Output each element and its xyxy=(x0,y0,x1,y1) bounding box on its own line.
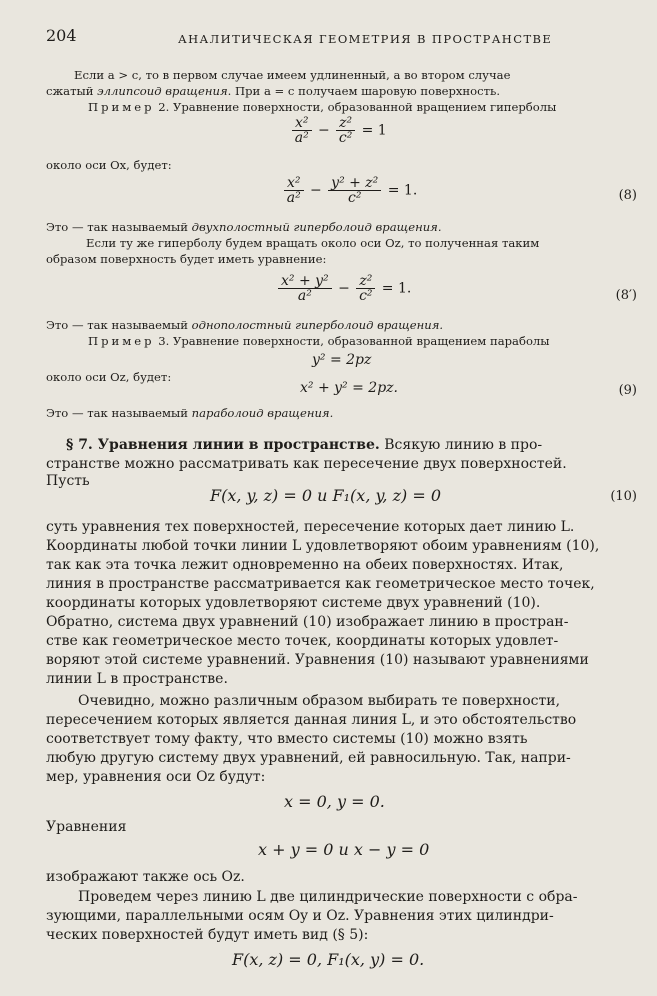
body-line: ческих поверхностей будут иметь вид (§ 5): xyxy=(46,927,369,943)
text-line: около оси Ox, будет: xyxy=(46,158,172,172)
equation-8-prime: $\frac{\text{x² + y²}}{\text{a²}}$ − $\frac{\text{z²}}{\text{c²}}$ = 1. xyxy=(276,274,411,303)
body-line: линия в пространстве рассматривается как геометрическое место точек, xyxy=(46,576,595,592)
example-2-line: Пример 2. Уравнение поверхности, образованной вращением гиперболы xyxy=(88,100,557,114)
running-title: АНАЛИТИЧЕСКАЯ ГЕОМЕТРИЯ В ПРОСТРАНСТВЕ xyxy=(178,32,553,46)
cylinder-equations: F(x, z) = 0, F₁(x, y) = 0. xyxy=(232,950,425,969)
body-line: Уравнения xyxy=(46,819,127,835)
text-line: Это — так называемый однополостный гиперболоид вращения. xyxy=(46,318,444,332)
body-line: соответствует тому факту, что вместо системы (10) можно взять xyxy=(46,731,528,747)
equation-8: $\frac{\text{x²}}{\text{a²}}$ − $\frac{\text{y² + z²}}{\text{c²}}$ = 1. xyxy=(282,176,417,205)
body-line: Очевидно, можно различным образом выбирать те поверхности, xyxy=(78,693,561,709)
equation-number: (10) xyxy=(610,489,637,504)
body-line: Обратно, система двух уравнений (10) изображает линию в простран- xyxy=(46,614,569,630)
body-line: Проведем через линию L две цилиндрические поверхности с обра- xyxy=(78,889,578,905)
body-line: любую другую систему двух уравнений, ей равносильную. Так, напри- xyxy=(46,750,571,766)
equation-number: (9) xyxy=(618,383,637,398)
equation-number: (8) xyxy=(618,188,637,203)
text-line: Это — так называемый двухполостный гиперболоид вращения. xyxy=(46,220,442,234)
text-line: сжатый эллипсоид вращения. При a = c получаем шаровую поверхность. xyxy=(46,84,501,98)
equation-10: F(x, y, z) = 0 и F₁(x, y, z) = 0 xyxy=(210,486,441,505)
text-line: Если ту же гиперболу будем вращать около оси Oz, то полученная таким xyxy=(86,236,540,250)
example-3-line: Пример 3. Уравнение поверхности, образованной вращением параболы xyxy=(88,334,550,348)
section-heading-line: § 7. Уравнения линии в пространстве. Всякую линию в про- xyxy=(66,437,543,453)
text-line: Если a > c, то в первом случае имеем удлиненный, а во втором случае xyxy=(74,68,511,82)
body-line: странстве можно рассматривать как пересечение двух поверхностей. xyxy=(46,456,567,472)
axis-oz-alt-equations: x + y = 0 и x − y = 0 xyxy=(258,840,430,859)
body-line: зующими, параллельными осям Oy и Oz. Уравнения этих цилиндри- xyxy=(46,908,554,924)
body-line: координаты которых удовлетворяют системе двух уравнений (10). xyxy=(46,595,541,611)
equation-number: (8′) xyxy=(615,288,637,303)
parabola-equation: y² = 2pz xyxy=(312,352,372,368)
body-line: Пусть xyxy=(46,473,90,489)
equation-9: x² + y² = 2pz. xyxy=(300,380,398,396)
axis-oz-equations: x = 0, y = 0. xyxy=(284,792,385,811)
body-line: пересечением которых является данная линия L, и это обстоятельство xyxy=(46,712,577,728)
page-number: 204 xyxy=(46,26,77,45)
body-line: стве как геометрическое место точек, координаты которых удовлет- xyxy=(46,633,559,649)
body-line: линии L в пространстве. xyxy=(46,671,228,687)
body-line: так как эта точка лежит одновременно на обеих поверхностях. Итак, xyxy=(46,557,564,573)
body-line: Координаты любой точки линии L удовлетворяют обоим уравнениям (10), xyxy=(46,538,600,554)
body-line: суть уравнения тех поверхностей, пересечение которых дает линию L. xyxy=(46,519,575,535)
body-line: воряют этой системе уравнений. Уравнения (10) называют уравнениями xyxy=(46,652,589,668)
hyperbola-equation: $\frac{\text{x²}}{\text{a²}}$ − $\frac{\text{z²}}{\text{c²}}$ = 1 xyxy=(290,116,387,145)
body-line: мер, уравнения оси Oz будут: xyxy=(46,769,266,785)
text-line: около оси Oz, будет: xyxy=(46,370,172,384)
text-line: Это — так называемый параболоид вращения. xyxy=(46,406,334,420)
section-heading: § 7. Уравнения линии в пространстве. xyxy=(66,437,380,453)
text-line: образом поверхность будет иметь уравнение: xyxy=(46,252,327,266)
body-line: изображают также ось Oz. xyxy=(46,869,245,885)
